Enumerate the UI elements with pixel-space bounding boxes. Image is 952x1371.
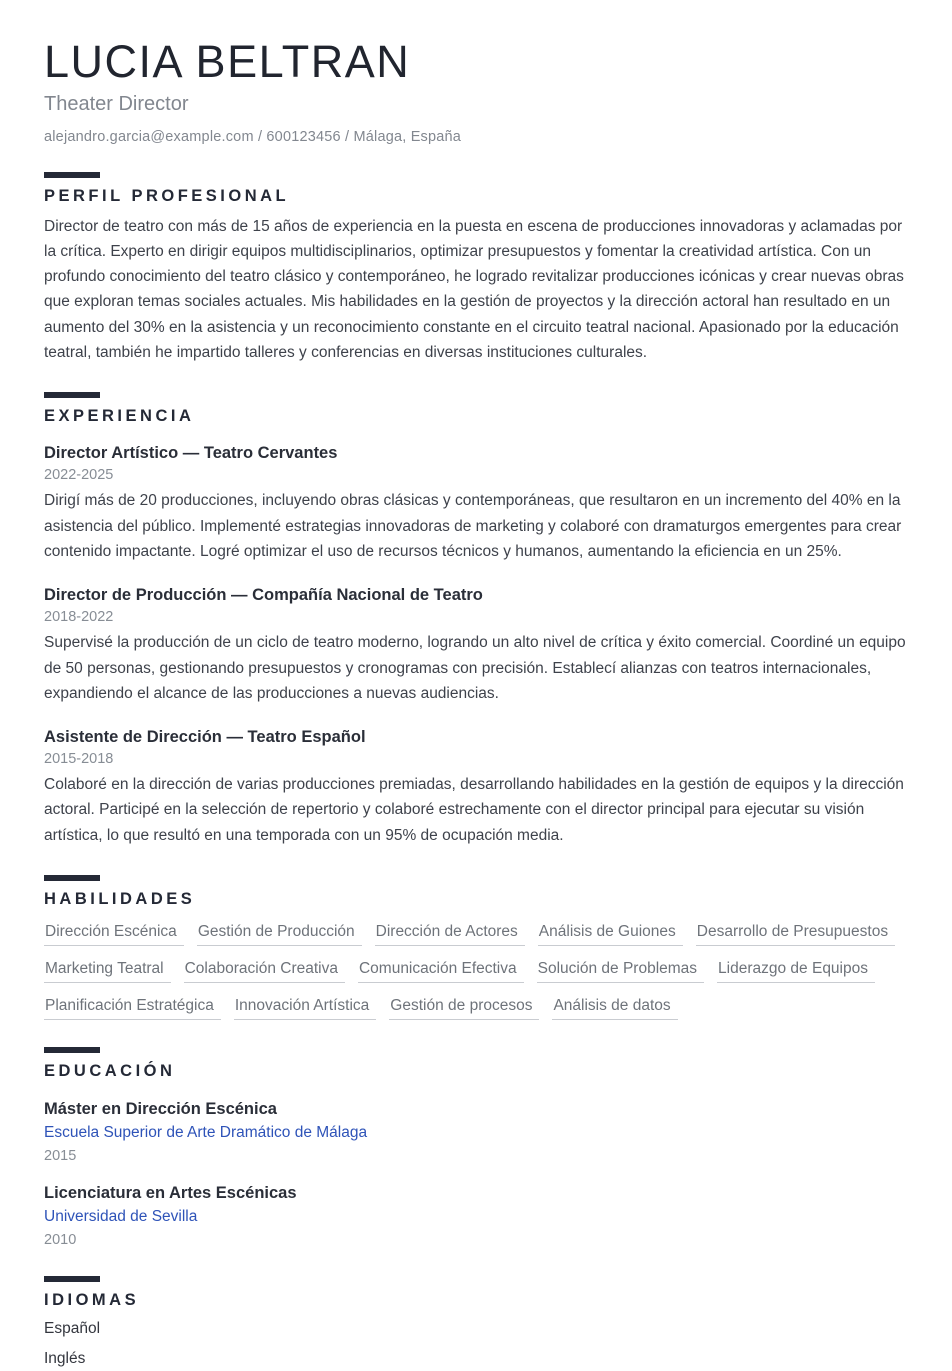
skills-heading: HABILIDADES <box>44 890 196 909</box>
language-item: Español <box>44 1320 101 1338</box>
skill-tag: Desarrollo de Presupuestos <box>696 922 895 946</box>
skill-tag: Solución de Problemas <box>537 959 704 983</box>
section-marker-bar <box>44 1047 100 1053</box>
resume-header <box>44 38 908 145</box>
section-experience <box>44 392 908 848</box>
languages-heading: IDIOMAS <box>44 1291 140 1310</box>
education-entry <box>44 1183 908 1249</box>
experience-heading: EXPERIENCIA <box>44 407 195 426</box>
section-languages <box>44 1276 908 1371</box>
profile-text: Director de teatro con más de 15 años de experiencia en la puesta en escena de producciones innovadoras y aclamadas por la crítica. Experto en dirigir equipos multidisciplinarios, optimizar presupuestos y fomentar la creatividad artística. Con un profundo conocimiento del teatro clásico y contemporáneo, he logrado revitalizar producciones icónicas y crear nuevas obras que exploran temas sociales actuales. Mis habilidades en la gestión de proyectos y la dirección actoral han resultado en un aumento del 30% en la asistencia y un reconocimiento constante en el circuito teatral nacional. Apasionado por la educación teatral, también he impartido talleres y conferencias en diversas instituciones culturales. <box>44 217 904 362</box>
institution-link[interactable]: Escuela Superior de Arte Dramático de Málaga <box>44 1124 368 1142</box>
section-profile <box>44 172 908 366</box>
skill-tag: Innovación Artística <box>234 996 376 1020</box>
degree-title: Licenciatura en Artes Escénicas <box>44 1184 297 1203</box>
skills-row <box>44 959 908 983</box>
job-title-subtitle: Theater Director <box>44 92 189 115</box>
job-entry <box>44 443 908 564</box>
skill-tag: Marketing Teatral <box>44 959 171 983</box>
skill-tag: Dirección de Actores <box>375 922 525 946</box>
education-entry <box>44 1099 908 1165</box>
section-marker-bar <box>44 875 100 881</box>
job-description: Dirigí más de 20 producciones, incluyendo obras clásicas y contemporáneas, que resultaron en un incremento del 40% en la asistencia del público. Implementé estrategias innovadoras de marketing y colaboré con dramaturgos emergentes para crear contenido impactante. Logré optimizar el uso de recursos técnicos y humanos, aumentando la eficiencia en un 25%. <box>44 492 902 560</box>
graduation-year: 2010 <box>44 1232 77 1249</box>
skills-row <box>44 922 908 946</box>
languages-list <box>44 1317 908 1371</box>
skill-tag: Análisis de Guiones <box>538 922 683 946</box>
section-education <box>44 1047 908 1249</box>
job-entry <box>44 585 908 706</box>
degree-title: Máster en Dirección Escénica <box>44 1100 277 1119</box>
section-marker-bar <box>44 1276 100 1282</box>
skill-tag: Colaboración Creativa <box>184 959 345 983</box>
profile-heading: PERFIL PROFESIONAL <box>44 186 290 205</box>
skill-tag: Liderazgo de Equipos <box>717 959 875 983</box>
skill-tag: Gestión de Producción <box>197 922 362 946</box>
education-heading: EDUCACIÓN <box>44 1062 176 1081</box>
skill-tag: Dirección Escénica <box>44 922 184 946</box>
job-dates: 2015-2018 <box>44 751 114 768</box>
institution-link[interactable]: Universidad de Sevilla <box>44 1208 198 1226</box>
job-dates: 2018-2022 <box>44 609 114 626</box>
job-description: Colaboré en la dirección de varias producciones premiadas, desarrollando habilidades en la gestión de equipos y la dirección actoral. Participé en la selección de repertorio y colaboré estrechamente con el director principal para ejecutar su visión artística, lo que resultó en una temporada con un 95% de ocupación media. <box>44 776 904 844</box>
contact-line: alejandro.garcia@example.com / 600123456 / Málaga, España <box>44 128 462 145</box>
skill-tag: Planificación Estratégica <box>44 996 221 1020</box>
skill-tag: Análisis de datos <box>552 996 677 1020</box>
job-entry <box>44 727 908 848</box>
skill-tag: Gestión de procesos <box>389 996 539 1020</box>
job-title: Director Artístico — Teatro Cervantes <box>44 444 338 463</box>
job-title: Asistente de Dirección — Teatro Español <box>44 728 366 747</box>
candidate-name: LUCIA BELTRAN <box>44 36 411 87</box>
section-marker-bar <box>44 172 100 178</box>
job-dates: 2022-2025 <box>44 467 114 484</box>
section-skills <box>44 875 908 1020</box>
language-item: Inglés <box>44 1349 86 1367</box>
graduation-year: 2015 <box>44 1148 77 1165</box>
skill-tag: Comunicación Efectiva <box>358 959 524 983</box>
job-description: Supervisé la producción de un ciclo de teatro moderno, logrando un alto nivel de crítica y éxito comercial. Coordiné un equipo de 50 personas, gestionando presupuestos y cronogramas con precisión. Establecí alianzas con teatros internacionales, expandiendo el alcance de las producciones a nuevas audiencias. <box>44 634 906 702</box>
skills-row <box>44 996 908 1020</box>
job-title: Director de Producción — Compañía Nacional de Teatro <box>44 586 483 605</box>
section-marker-bar <box>44 392 100 398</box>
